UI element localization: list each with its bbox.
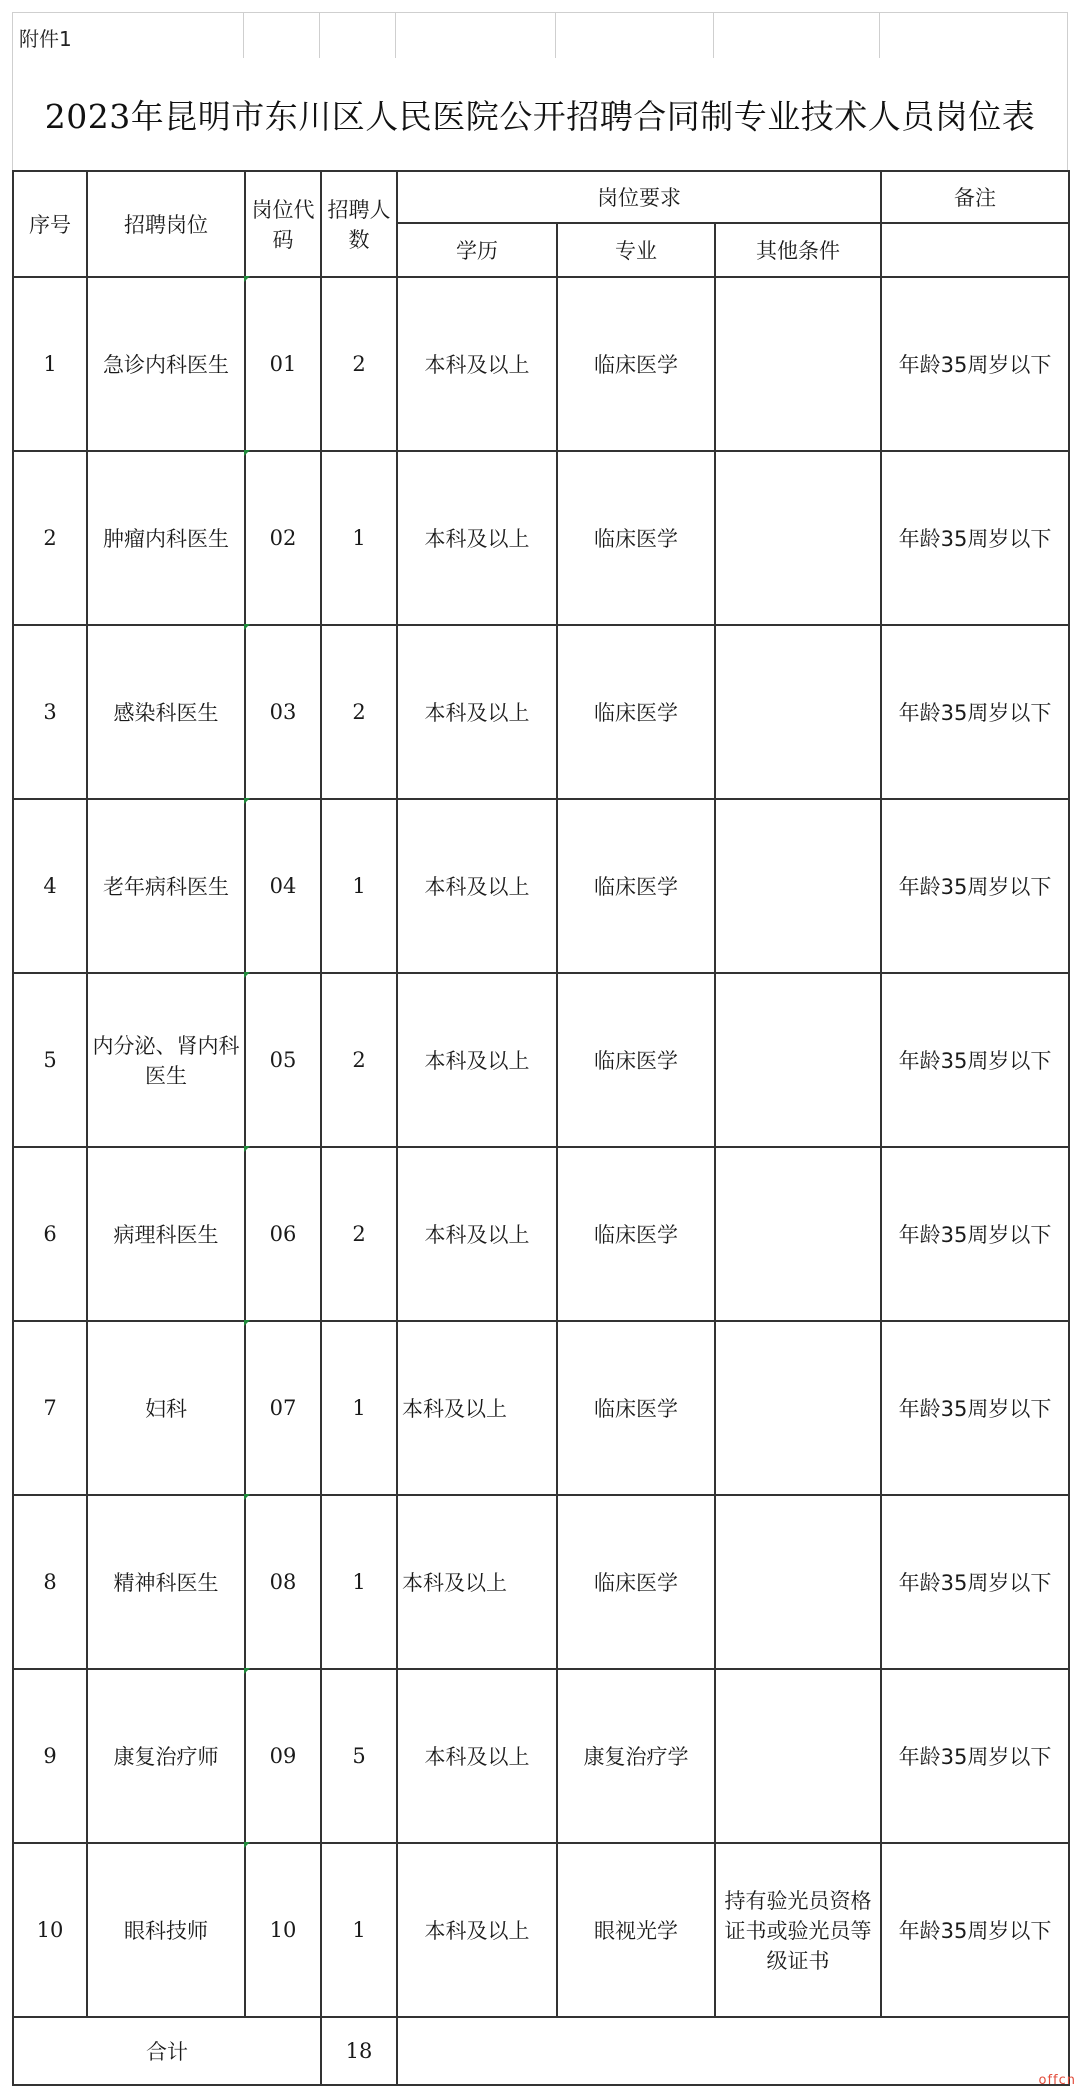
cell-count: 1 (321, 1321, 397, 1495)
header-education: 学历 (397, 223, 557, 277)
table-row (13, 973, 1069, 1147)
cell-count: 1 (321, 799, 397, 973)
cell-count: 1 (321, 1495, 397, 1669)
cell-seq: 5 (13, 973, 87, 1147)
cell-seq: 7 (13, 1321, 87, 1495)
cell-remarks: 年龄35周岁以下 (881, 1495, 1069, 1669)
cell-count: 5 (321, 1669, 397, 1843)
cell-major: 临床医学 (557, 277, 715, 451)
cell-code: 09 (245, 1669, 321, 1843)
header-code: 岗位代码 (245, 171, 321, 277)
table-row (13, 625, 1069, 799)
cell-count: 2 (321, 1147, 397, 1321)
cell-post: 眼科技师 (87, 1843, 245, 2017)
cell-post: 妇科 (87, 1321, 245, 1495)
cell-seq: 3 (13, 625, 87, 799)
cell-seq: 10 (13, 1843, 87, 2017)
header-remarks: 备注 (881, 171, 1069, 223)
table-row (13, 1843, 1069, 2017)
cell-other (715, 625, 881, 799)
table-body (13, 277, 1069, 2017)
cell-post: 精神科医生 (87, 1495, 245, 1669)
cell-major: 临床医学 (557, 1147, 715, 1321)
empty-cell (320, 12, 396, 58)
cell-seq: 6 (13, 1147, 87, 1321)
cell-remarks: 年龄35周岁以下 (881, 1147, 1069, 1321)
cell-count: 2 (321, 973, 397, 1147)
empty-cell (396, 12, 556, 58)
cell-remarks: 年龄35周岁以下 (881, 451, 1069, 625)
cell-post: 内分泌、肾内科医生 (87, 973, 245, 1147)
cell-remarks: 年龄35周岁以下 (881, 1843, 1069, 2017)
cell-major: 康复治疗学 (557, 1669, 715, 1843)
header-requirements: 岗位要求 (397, 171, 881, 223)
cell-major: 临床医学 (557, 625, 715, 799)
cell-code: 08 (245, 1495, 321, 1669)
attachment-row (12, 12, 1068, 58)
cell-other (715, 277, 881, 451)
cell-education: 本科及以上 (397, 1147, 557, 1321)
table-row (13, 799, 1069, 973)
cell-other (715, 1321, 881, 1495)
cell-major: 临床医学 (557, 451, 715, 625)
page-title: 2023年昆明市东川区人民医院公开招聘合同制专业技术人员岗位表 (44, 96, 1036, 136)
cell-code: 01 (245, 277, 321, 451)
header-post: 招聘岗位 (87, 171, 245, 277)
cell-major: 临床医学 (557, 1321, 715, 1495)
cell-post: 老年病科医生 (87, 799, 245, 973)
header-remarks-empty (881, 223, 1069, 277)
cell-other (715, 1669, 881, 1843)
cell-seq: 8 (13, 1495, 87, 1669)
watermark-logo: offcn (1038, 2073, 1076, 2088)
cell-code: 03 (245, 625, 321, 799)
empty-cell (880, 12, 1068, 58)
table-row (13, 277, 1069, 451)
cell-post: 急诊内科医生 (87, 277, 245, 451)
cell-education: 本科及以上 (397, 1495, 557, 1669)
cell-post: 病理科医生 (87, 1147, 245, 1321)
cell-remarks: 年龄35周岁以下 (881, 1669, 1069, 1843)
cell-remarks: 年龄35周岁以下 (881, 625, 1069, 799)
title-row (12, 58, 1068, 170)
cell-code: 02 (245, 451, 321, 625)
cell-post: 肿瘤内科医生 (87, 451, 245, 625)
cell-education: 本科及以上 (397, 1843, 557, 2017)
table-row (13, 451, 1069, 625)
cell-other (715, 973, 881, 1147)
cell-post: 康复治疗师 (87, 1669, 245, 1843)
cell-remarks: 年龄35周岁以下 (881, 277, 1069, 451)
header-other: 其他条件 (715, 223, 881, 277)
table-row (13, 1147, 1069, 1321)
cell-code: 05 (245, 973, 321, 1147)
cell-count: 1 (321, 1843, 397, 2017)
cell-count: 1 (321, 451, 397, 625)
cell-other (715, 799, 881, 973)
cell-code: 04 (245, 799, 321, 973)
cell-count: 2 (321, 277, 397, 451)
cell-seq: 9 (13, 1669, 87, 1843)
cell-education: 本科及以上 (397, 1669, 557, 1843)
cell-other (715, 1147, 881, 1321)
document-sheet (12, 12, 1068, 2086)
cell-count: 2 (321, 625, 397, 799)
empty-cell (714, 12, 880, 58)
attachment-label: 附件1 (12, 12, 244, 58)
cell-other (715, 451, 881, 625)
cell-remarks: 年龄35周岁以下 (881, 799, 1069, 973)
cell-post: 感染科医生 (87, 625, 245, 799)
table-row (13, 1321, 1069, 1495)
positions-table (12, 170, 1070, 2086)
cell-education: 本科及以上 (397, 973, 557, 1147)
cell-education: 本科及以上 (397, 1321, 557, 1495)
cell-code: 07 (245, 1321, 321, 1495)
cell-remarks: 年龄35周岁以下 (881, 1321, 1069, 1495)
cell-seq: 4 (13, 799, 87, 973)
total-row (13, 2017, 1069, 2085)
empty-cell (556, 12, 714, 58)
cell-other (715, 1495, 881, 1669)
cell-other: 持有验光员资格证书或验光员等级证书 (715, 1843, 881, 2017)
total-label: 合计 (13, 2017, 321, 2085)
table-row (13, 1495, 1069, 1669)
table-row (13, 1669, 1069, 1843)
header-count: 招聘人数 (321, 171, 397, 277)
cell-seq: 2 (13, 451, 87, 625)
header-major: 专业 (557, 223, 715, 277)
total-count: 18 (321, 2017, 397, 2085)
cell-major: 临床医学 (557, 1495, 715, 1669)
cell-education: 本科及以上 (397, 799, 557, 973)
cell-education: 本科及以上 (397, 451, 557, 625)
cell-code: 10 (245, 1843, 321, 2017)
cell-education: 本科及以上 (397, 277, 557, 451)
empty-cell (244, 12, 320, 58)
total-empty (397, 2017, 1069, 2085)
cell-major: 临床医学 (557, 973, 715, 1147)
cell-code: 06 (245, 1147, 321, 1321)
cell-seq: 1 (13, 277, 87, 451)
cell-remarks: 年龄35周岁以下 (881, 973, 1069, 1147)
cell-education: 本科及以上 (397, 625, 557, 799)
header-row-top (13, 171, 1069, 223)
header-seq: 序号 (13, 171, 87, 277)
cell-major: 眼视光学 (557, 1843, 715, 2017)
cell-major: 临床医学 (557, 799, 715, 973)
